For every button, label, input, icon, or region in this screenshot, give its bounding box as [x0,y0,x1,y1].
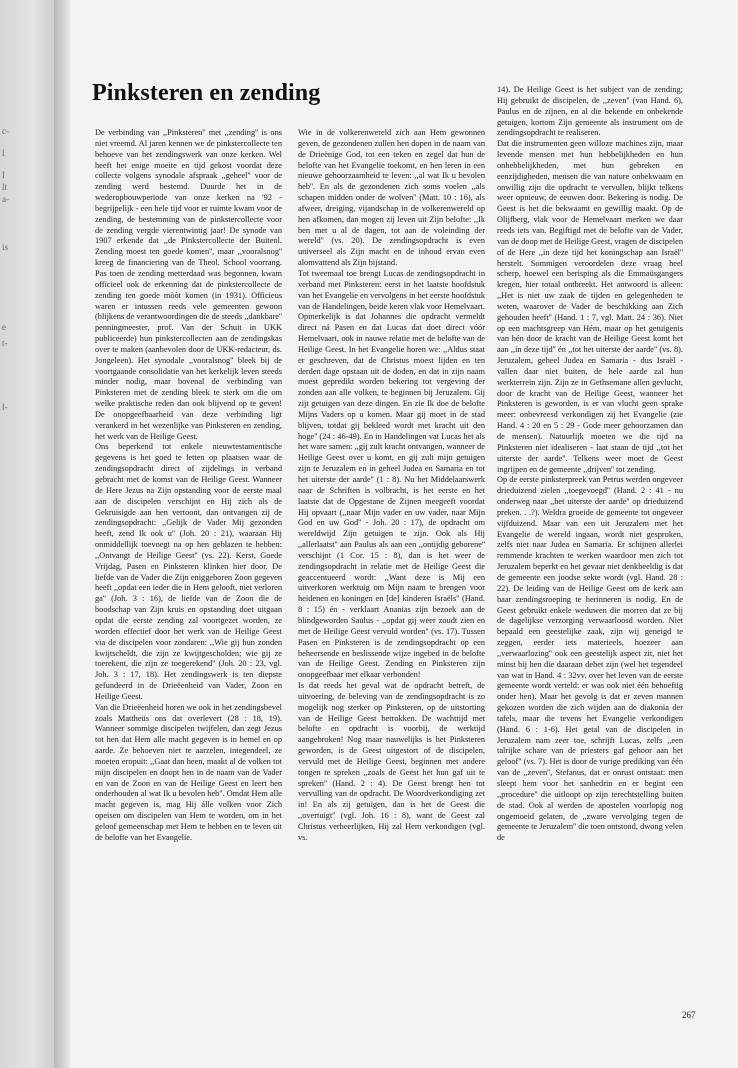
margin-fragment: e [2,322,6,332]
paragraph: Van die Drieëenheid horen we ook in het zendingsbevel zoals Mattheüs ons dat overlevert (28 : 18, 19). Wanneer sommige discipelen twijfelen, dan zegt Jezus tot hen dat Hem alle macht gegeven is in hemel en op aarde. Ze behoeven niet te aarzelen, integendeel, ze moeten eropuit: ,,Gaat dan heen, maakt al de volken tot mijn discipelen en doopt hen in de naam van de Vader en van de Zoon en van de Heilige Geest en leert hen onderhouden al wat Ik u bevolen heb''. Omdat Hem alle macht gegeven is, mag Hij álle volken voor Zich opeisen om discipelen van Hem te worden, om in het geloof gemeenschap met Hem te hebben en te leven uit de belofte van het Evangelie. [95,702,282,842]
margin-fragment: a- [2,194,9,204]
book-spine [54,0,70,1068]
previous-page-edge [0,0,54,1068]
margin-fragment: l [2,148,5,158]
paragraph: Op de eerste pinksterpreek van Petrus werden ongeveer drieduizend zielen ,,toegevoegd'' (Hand. 2 : 41 - nu onderweg naar ,,het uiterste der aarde'' op drieduizend preken. . .?). Weldra groeide de gemeente tot ongeveer vijfduizend. Maar van een uit Jeruzalem met het Evangelie de wereld ingaan, wordt niet gesproken, zelfs niet naar Judea en Samaria. Er schijnen allerlei remmende krachten te werken waardoor men zich tot Jeruzalem beperkt en het gevaar niet denkbeeldig is dat de gemeente een joodse sekte wordt (vgl. Hand. 28 : 22). De leiding van de Heilige Geest om de kerk aan haar zendingsroeping te herinneren is nodig. En de Geest gebruikt enkele weduwen die morren dat ze bij de dagelijkse verzorging verwaarloosd worden. Niet bepaald een geestelijke zaak, zijn wij geneigd te zeggen, eerder iets materieels, hoezeer aan ,,verwaarlozing'' ook een geestelijk aspect zit, niet het minst bij hen die daaraan debet zijn (wel het tegendeel van wat in Hand. 4 : 32vv. over het leven van de eerste gemeente wordt verteld: er was ook niet één behoeftig onder hen). Maar het gevolg is dat er zeven mannen gekozen worden die zich wijden aan de diakonia der tafels, maar die tevens het Evangelie verkondigen (Hand. 6 : 1-6). Het getal van de discipelen in Jeruzalem nam zeer toe, schrijft Lucas, zelfs ,,een talrijke schare van de priesters gaf gehoor aan het geloof'' (vs. 7). Het is door de vurige prediking van één van de ,,zeven'', Stefanus, dat er onrust ontstaat: men sleept hem voor het sanhedrin en er begint een ,,procedure'' die uitloopt op zijn terechtstelling buiten de stad. Ook al werden de apostelen voorlopig nog ongemoeid gelaten, de ,,zware vervolging tegen de gemeente te Jeruzalem'' die toen ontstond, dwong velen de [497,475,683,843]
margin-fragment: is [2,242,9,252]
text-column-3 [497,85,683,844]
page [70,0,738,1068]
margin-fragment: lt [2,182,8,192]
margin-fragment: I [2,170,5,180]
paragraph: Is dat reeds het geval wat de opdracht betreft, de uitvoering, de beleving van de zendingsopdracht is zo mogelijk nog sterker op Pinksteren, op de uitstorting van de Heilige Geest betrokken. De wachttijd met belofte en opdracht is voorbij, de werktijd aangebroken! Nog maar nauwelijks is het Pinksteren geworden, is de Geest uitgestort of de discipelen, vervuld met de Heilige Geest, beginnen met andere tongen te spreken ,,zoals de Geest het hun gaf uit te spreken'' (Hand. 2 : 4). De Geest brengt hen tot vervulling van de opdracht. De Woordverkondiging zet in! En als zij getuigen, dan is het de Geest die ,,overtuigt'' (vgl. Joh. 16 : 8), want de Geest zal Christus verheerlijken, Hij zal Hem verkondigen (vgl. vs. [298,681,485,842]
page-number: 267 [682,1010,696,1020]
margin-fragment: t- [2,338,8,348]
paragraph: Wie in de volkerenwereld zich aan Hem gewonnen geven, de gezondenen zullen hen dopen in de naam van de Drieënige God, tot een teken en zegel dat hun de belofte van het Evangelie toekomt, en hen leren in een nieuwe gehoorzaamheid te leven: ,,al wat Ik u bevolen heb''. En als de gezondenen zich soms voelen ,,als schapen midden onder de wolven'' (Matt. 10 : 16), als afweer, dreiging, vijandschap in de volkerenwereld op hen afkomen, dan mogen zij leven uit Zijn belofte: ,,Ik ben met u al de dagen, tot aan de voleinding der wereld'' (vs. 20). De zendingsopdracht is even universeel als Zijn macht en de inhoud ervan even alomvattend als Zijn bijstand. [298,128,485,268]
paragraph: 14). De Heilige Geest is het subject van de zending; Hij gebruikt de discipelen, de ,,zeven'' (van Hand. 6), Paulus en de zijnen, en al die bekende en onbekende getuigen, kortom Zijn gemeente als instrument om de zendingsopdracht te realiseren. [497,85,683,138]
article-title: Pinksteren en zending [92,80,321,106]
margin-fragment: l- [2,402,8,412]
paragraph: Dat die instrumenten geen willoze machines zijn, maar levende mensen met hun hebbelijkheden en hun onhebbelijkheden, met hun gebreken en eenzijdigheden, mensen die van nature onbekwaam en onwillig zijn die opdracht te vervullen, blijkt telkens weer opnieuw, de eeuwen door. Bekering is nodig. De Geest is het die bekwaamt en gewillig maakt. Op de Olijfberg, vlak voor de Hemelvaart merken we daar reeds iets van. Begiftigd met de belofte van de Vader, van de doop met de Heilige Geest, vragen de discipelen of de Here ,,in deze tijd het koningschap aan Israël'' herstelt. Sommigen veroordelen deze vraag heel scherp, hoewel een berisping als die Emmaüsgangers kregen, hier totaal ontbreekt. Het antwoord is alleen: ,,Het is niet uw zaak de tijden en gelegenheden te weten, waarover de Vader de beschikking aan Zich gehouden heeft'' (Hand. 1 : 7, vgl. Matt. 24 : 36). Niet op een machtsgreep van Hém, maar op het getuigenis van hén door de kracht van de Heilige Geest komt het aan ,,in deze tijd'' én ,,tot het uiterste der aarde'' (vs. 8). Jeruzalem, geheel Judea en Samaria - dus Israël - vallen daar niet buiten, de hele aarde zal hun werkterrein zijn. Zijn ze in Gethsemane allen gevlucht, door de kracht van de Heilige Geest, wanneer het Pinksteren is geworden, is er van vlucht geen sprake meer: onbevreesd verkondigen zij het Evangelie (zie Hand. 4 : 20 en 5 : 29 - Gode meer gehoorzamen dan de mensen). Natuurlijk moeten we die tijd na Pinksteren niet idealiseren - laat staan de tijd ,,tot het uiterste der aarde''. Telkens weer moet de Geest ingrijpen en de gemeente ,,drijven'' tot zending. [497,139,683,474]
text-column-1 [95,128,282,844]
margin-fragment: c- [2,126,9,136]
text-column-2 [298,128,485,844]
paragraph: De verbinding van ,,Pinksteren'' met ,,zending'' is ons niet vreemd. Al jaren kennen we de pinkstercollecte ten behoeve van het zendingswerk van onze kerken. Wel heeft het enige moeite en tijd gekost voordat deze collecte volgens synodale afspraak ,,geheel'' voor de zending werd bestemd. Duurde het in de wederopbouwperiode van onze kerken na '92 - begrijpelijk - een hele tijd voor er ruimte kwam voor de zending, de bestemming van de pinkstercollecte voor de zending vergde vierentwintig jaar! De synode van 1907 erkende dat ,,de Pinkstercollecte der Buitenl. Zending moest ten goede komen'', maar ,,vooralsnog'' kreeg de financiering van de Theol. School voorrang. Pas toen de zending metterdaad was begonnen, kwam officieel ook de erkenning dat de pinkstercollecte de zending ten goede mòòt komen (in 1931). Officieus waren er intussen reeds vele gemeenten gewoon (blijkens de verantwoordingen die de steeds ,,dankbare'' penningmeester, prof. Van der Schuit in UKK publiceerde) hun pinkstercollecten aan de zendingskas over te maken (aanbevolen door de UKK-redacteur, ds. Jongeleen). Het synodale ,,vooralsnog'' bleek bij de voortgaande consolidatie van het kerkelijk leven steeds minder nodig, maar bovenal de verbinding van Pinksteren met de zending bleek te sterk om die om welke praktische reden dan ook blijvend op te geven! De onopgeefbaarheid van deze verbinding ligt verankerd in het wezenlijke van Pinksteren en zending, het werk van de Heilige Geest. [95,128,282,441]
paragraph: Ons beperkend tot enkele nieuwtestamentische gegevens is het goed te letten op plaatsen waar de zendingsopdracht direct of zijdelings in verband gebracht met de komst van de Heilige Geest. Wanneer de Here Jezus na Zijn opstanding voor de eerste maal aan de discipelen verschijnt en Hij zich als de Gekruisigde aan hen vertoont, dan ontvangen zij de zendingsopdracht: ,,Gelijk de Vader Mij gezonden heeft, zend Ik ook u'' (Joh. 20 : 21), waaraan Hij onmiddellijk toevoegt na op hen geblazen te hebben: ,,Ontvangt de Heilige Geest'' (vs. 22). Kerst, Goede Vrijdag, Pasen en Pinksteren klinken hier door. De liefde van de Vader die Zijn eniggeboren Zoon gegeven heeft ,,opdat een ieder die in Hem gelooft, niet verloren ga'' (Joh. 3 : 16), de liefde van de Zoon die de boodschap van Zijn kruis en opstanding doet uitgaan opdat die eerste zending zal voortgezet worden, ze worden effectief door het werk van de Heilige Geest via de discipelen voor zondaren: ,,Wie gij hun zonden kwijtscheldt, die zijn ze kwijtgescholden; wie gij ze toerekent, die zijn ze toegerekend'' (Joh. 20 : 23, vgl. Joh. 3 : 17, 18). Het zendingswerk is ten diepste gefundeerd in de Drieëenheid van Vader, Zoon en Heilige Geest. [95,442,282,701]
paragraph: Tot tweemaal toe brengt Lucas de zendingsopdracht in verband met Pinksteren: eerst in het laatste hoofdstuk van het Evangelie en vervolgens in het eerste hoofdstuk van de Handelingen, beide keren vlak voor Hemelvaart. Opmerkelijk is dat Johannes die opdracht vermeldt direct ná Pasen en dat Lucas dat doet direct vóór Hemelvaart, ook in nauwe relatie met de belofte van de Heilige Geest. In het Evangelie horen we: ,,Aldus staat er geschreven, dat de Christus moest lijden en ten derden dage opstaan uit de doden, en dat in zijn naam moest gepredikt worden bekering tot vergeving der zonden aan alle volken, te beginnen bij Jeruzalem. Gij zijt getuigen van deze dingen. En zie Ik doe de belofte Mijns Vaders op u komen. Maar gij moet in de stad blijven, totdat gij bekleed wordt met kracht uit den hoge'' (24 : 46-49). En in Handelingen vat Lucas het als het ware samen: ,,gij zult kracht ontvangen, wanneer de Heilige Geest over u komt, en gij zult mijn getuigen zijn te Jeruzalem en in geheel Judea en Samaria en tot het uiterste der aarde'' (1 : 8). Nu het Middelaarswerk naar de Schriften is volbracht, is het eerste en het laatste dat de Opgestane de Zijnen meegeeft voordat Hij opvaart (,,naar Mijn vader en uw vader, naar Mijn God en uw God'' - Joh. 20 : 17), de opdracht om wereldwijd Zijn getuigen te zijn. Ook als Hij ,,allerlaatst'' aan Paulus als aan een ,,ontijdig geborene'' verschijnt (1 Cor. 15 : 8), dan is het weer de zendingsopdracht in relatie met de Heilige Geest die geaccentueerd wordt: ,,Want deze is Mij een uitverkoren werktuig om Mijn naam te brengen voor heidenen en koningen en [de] kinderen Israëls'' (Hand. 8 : 15) én - verklaart Ananias zijn bezoek aan de blindgeworden Saulus - ,,opdat gij weer zoudt zien en met de Heilige Geest vervuld worden'' (vs. 17). Tussen Pasen en Pinksteren is de zendingsopdracht op een beheersende en beslissende wijze ingebed in de belofte van de Heilige Geest. Zending en Pinksteren zijn onopgeefbaar met elkaar verbonden! [298,268,485,680]
